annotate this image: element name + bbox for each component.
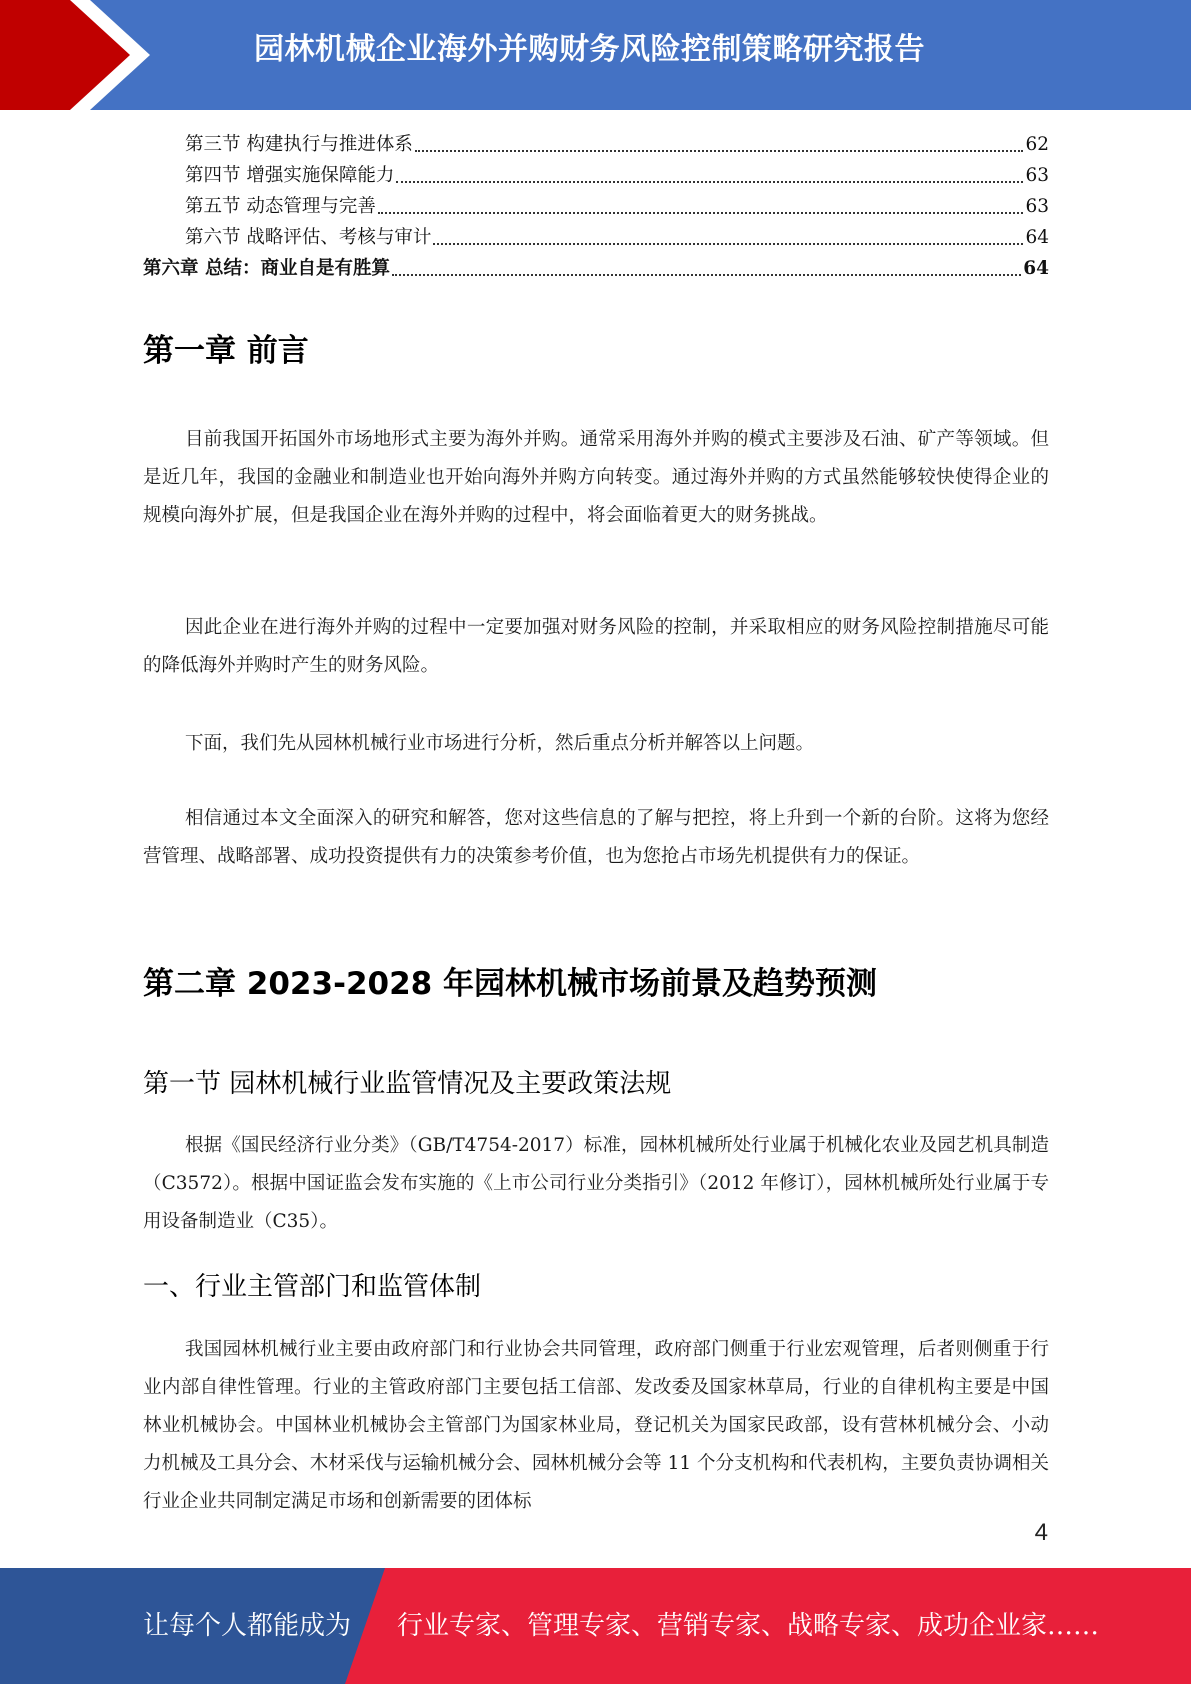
toc-entry[interactable] xyxy=(143,128,1049,159)
body-paragraph: 因此企业在进行海外并购的过程中一定要加强对财务风险的控制，并采取相应的财务风险控制措施尽可能的降低海外并购时产生的财务风险。 xyxy=(143,617,1049,676)
red-chevron-icon xyxy=(0,0,150,110)
footer-slogan-left: 让每个人都能成为 xyxy=(143,1611,352,1641)
chapter-heading: 第二章 2023-2028 年园林机械市场前景及趋势预测 xyxy=(143,966,878,1002)
page-number: 4 xyxy=(1034,1519,1048,1546)
toc-entry-label: 第六节 战略评估、考核与审计 xyxy=(185,227,432,248)
toc-entry[interactable] xyxy=(143,159,1049,190)
toc-entry-page: 62 xyxy=(1025,134,1049,155)
toc-leader-dots xyxy=(415,130,1024,152)
toc-entry-label: 第五节 动态管理与完善 xyxy=(185,196,376,217)
toc-entry-page: 64 xyxy=(1025,227,1049,248)
subsection-heading: 一、行业主管部门和监管体制 xyxy=(143,1272,482,1302)
toc-entry[interactable] xyxy=(143,190,1049,221)
report-title: 园林机械企业海外并购财务风险控制策略研究报告 xyxy=(254,32,925,67)
toc-leader-dots xyxy=(378,192,1024,214)
toc-leader-dots xyxy=(392,254,1021,276)
toc-chapter-entry[interactable] xyxy=(143,252,1049,283)
header-banner xyxy=(0,0,1191,110)
toc-entry-label: 第六章 总结：商业自是有胜算 xyxy=(143,258,390,279)
body-paragraph: 下面，我们先从园林机械行业市场进行分析，然后重点分析并解答以上问题。 xyxy=(185,733,815,754)
toc-leader-dots xyxy=(396,161,1023,183)
body-paragraph: 目前我国开拓国外市场地形式主要为海外并购。通常采用海外并购的模式主要涉及石油、矿产等领域。但是近几年，我国的金融业和制造业也开始向海外并购方向转变。通过海外并购的方式虽然能够较快使得企业的规模向海外扩展，但是我国企业在海外并购的过程中，将会面临着更大的财务挑战。 xyxy=(143,429,1049,526)
section-heading: 第一节 园林机械行业监管情况及主要政策法规 xyxy=(143,1069,672,1099)
body-paragraph: 根据《国民经济行业分类》（GB/T4754-2017）标准，园林机械所处行业属于机械化农业及园艺机具制造（C3572）。根据中国证监会发布实施的《上市公司行业分类指引》（2012 年修订），园林机械所处行业属于专用设备制造业（C35）。 xyxy=(143,1135,1049,1232)
toc-entry-label: 第三节 构建执行与推进体系 xyxy=(185,134,413,155)
toc-entry-page: 63 xyxy=(1025,165,1049,186)
chapter-heading: 第一章 前言 xyxy=(143,333,309,369)
toc-entry-label: 第四节 增强实施保障能力 xyxy=(185,165,395,186)
toc-leader-dots xyxy=(433,223,1023,245)
footer-banner xyxy=(0,1568,1191,1684)
toc-entry[interactable] xyxy=(143,221,1049,252)
body-paragraph: 我国园林机械行业主要由政府部门和行业协会共同管理，政府部门侧重于行业宏观管理，后者则侧重于行业内部自律性管理。行业的主管政府部门主要包括工信部、发改委及国家林草局，行业的自律机构主要是中国林业机械协会。中国林业机械协会主管部门为国家林业局，登记机关为国家民政部，设有营林机械分会、小动力机械及工具分会、木材采伐与运输机械分会、园林机械分会等 11 个分支机构和代表机构，主要负责协调相关行业企业共同制定满足市场和创新需要的团体标 xyxy=(143,1339,1049,1512)
toc-entry-page: 63 xyxy=(1025,196,1049,217)
footer-slogan-right: 行业专家、管理专家、营销专家、战略专家、成功企业家…… xyxy=(397,1611,1100,1641)
toc-entry-page: 64 xyxy=(1023,258,1049,279)
table-of-contents xyxy=(143,128,1049,283)
body-paragraph: 相信通过本文全面深入的研究和解答，您对这些信息的了解与把控，将上升到一个新的台阶。这将为您经营管理、战略部署、成功投资提供有力的决策参考价值，也为您抢占市场先机提供有力的保证。 xyxy=(143,808,1049,867)
